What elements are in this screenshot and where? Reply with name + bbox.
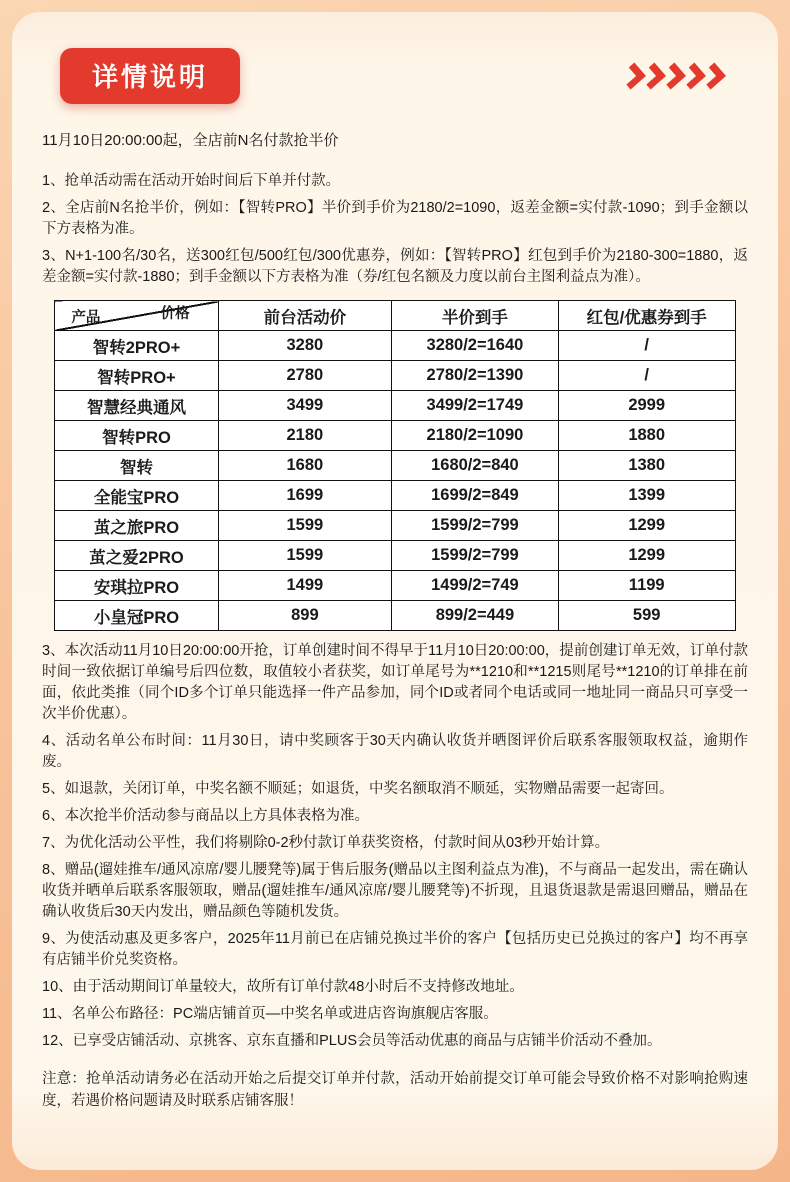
price-cell: 1599 (218, 541, 391, 571)
product-cell: 茧之旅PRO (55, 511, 218, 541)
rules-bottom (42, 641, 748, 1052)
detail-card (12, 12, 778, 1170)
rule-top-1: 1、抢单活动需在活动开始时间后下单并付款。 (42, 173, 341, 189)
header (42, 48, 748, 104)
rule-bottom-9: 9、为使活动惠及更多客户，2025年11月前已在店铺兑换过半价的客户【包括历史已兑换过的客户】均不再享有店铺半价兑奖资格。 (42, 931, 748, 968)
product-cell: 小皇冠PRO (55, 601, 218, 631)
half-price-cell: 3499/2=1749 (392, 391, 559, 421)
rule-bottom-12: 12、已享受店铺活动、京挑客、京东直播和PLUS会员等活动优惠的商品与店铺半价活动不叠加。 (42, 1033, 662, 1049)
coupon-cell: / (558, 331, 735, 361)
notice-text: 注意：抢单活动请务必在活动开始之后提交订单并付款，活动开始前提交订单可能会导致价格不对影响抢购速度，若遇价格问题请及时联系店铺客服！ (42, 1071, 748, 1109)
product-cell: 智转 (55, 451, 218, 481)
half-price-cell: 1499/2=749 (392, 571, 559, 601)
product-cell: 智转PRO+ (55, 361, 218, 391)
half-price-cell: 2780/2=1390 (392, 361, 559, 391)
coupon-cell: 1299 (558, 541, 735, 571)
product-cell: 智慧经典通风 (55, 391, 218, 421)
price-cell: 899 (218, 601, 391, 631)
page-title: 详情说明 (92, 62, 209, 92)
table-row (55, 451, 735, 481)
product-cell: 全能宝PRO (55, 481, 218, 511)
col-header-activity-price: 前台活动价 (218, 301, 391, 331)
coupon-cell: 2999 (558, 391, 735, 421)
price-cell: 1599 (218, 511, 391, 541)
half-price-cell: 899/2=449 (392, 601, 559, 631)
table-row (55, 361, 735, 391)
title-badge (60, 48, 240, 104)
rule-bottom-3: 3、本次活动11月10日20:00:00开抢，订单创建时间不得早于11月10日20:00:00，提前创建订单无效，订单付款时间一致依据订单编号后四位数，取值较小者获奖，如订单尾号为**1210和**1215则尾号**1210的订单排在前面，依此类推（同个ID多个订单只能选择一件产品参加，同个ID或者同个电话或同一地址同一商品只可享受一次半价优惠）。 (42, 643, 748, 722)
rule-bottom-10: 10、由于活动期间订单量较大，故所有订单付款48小时后不支持修改地址。 (42, 979, 524, 995)
corner-header-cell (55, 301, 218, 331)
coupon-cell: / (558, 361, 735, 391)
price-cell: 2180 (218, 421, 391, 451)
rule-bottom-6: 6、本次抢半价活动参与商品以上方具体表格为准。 (42, 808, 370, 824)
price-cell: 3280 (218, 331, 391, 361)
coupon-cell: 1380 (558, 451, 735, 481)
half-price-cell: 3280/2=1640 (392, 331, 559, 361)
price-cell: 2780 (218, 361, 391, 391)
rule-bottom-4: 4、活动名单公布时间：11月30日，请中奖顾客于30天内确认收货并晒图评价后联系客服领取权益，逾期作废。 (42, 733, 748, 770)
table-row (55, 601, 735, 631)
product-cell: 茧之爱2PRO (55, 541, 218, 571)
table-header-row (55, 301, 735, 331)
coupon-cell: 599 (558, 601, 735, 631)
product-cell: 安琪拉PRO (55, 571, 218, 601)
half-price-cell: 1680/2=840 (392, 451, 559, 481)
table-row (55, 481, 735, 511)
rules-top (42, 171, 748, 288)
half-price-cell: 2180/2=1090 (392, 421, 559, 451)
coupon-cell: 1399 (558, 481, 735, 511)
coupon-cell: 1199 (558, 571, 735, 601)
intro-line: 11月10日20:00:00起，全店前N名付款抢半价 (42, 132, 339, 149)
table-row (55, 541, 735, 571)
half-price-cell: 1699/2=849 (392, 481, 559, 511)
half-price-cell: 1599/2=799 (392, 541, 559, 571)
table-row (55, 571, 735, 601)
half-price-cell: 1599/2=799 (392, 511, 559, 541)
price-cell: 3499 (218, 391, 391, 421)
product-cell: 智转PRO (55, 421, 218, 451)
rule-bottom-5: 5、如退款，关闭订单，中奖名额不顺延；如退货，中奖名额取消不顺延，实物赠品需要一起寄回。 (42, 781, 674, 797)
price-cell: 1499 (218, 571, 391, 601)
rule-bottom-7: 7、为优化活动公平性，我们将剔除0-2秒付款订单获奖资格，付款时间从03秒开始计算。 (42, 835, 610, 851)
chevron-right-x5-icon (624, 62, 736, 90)
table-row (55, 421, 735, 451)
rule-top-2: 2、全店前N名抢半价，例如：【智转PRO】半价到手价为2180/2=1090，返差金额=实付款-1090；到手金额以下方表格为准。 (42, 200, 748, 237)
coupon-cell: 1880 (558, 421, 735, 451)
table-row (55, 511, 735, 541)
col-header-coupon-price: 红包/优惠券到手 (558, 301, 735, 331)
price-cell: 1680 (218, 451, 391, 481)
product-cell: 智转2PRO+ (55, 331, 218, 361)
corner-label-product: 产品 (71, 310, 101, 326)
price-table (54, 300, 735, 631)
corner-label-price: 价格 (160, 306, 190, 322)
rule-bottom-8: 8、赠品(遛娃推车/通风凉席/婴儿腰凳等)属于售后服务(赠品以主图利益点为准)，不与商品一起发出，需在确认收货并晒单后联系客服领取，赠品(遛娃推车/通风凉席/婴儿腰凳等)不折现，且退货退款是需退回赠品，赠品在确认收货后30天内发出，赠品颜色等随机发货。 (42, 862, 748, 920)
price-cell: 1699 (218, 481, 391, 511)
table-row (55, 331, 735, 361)
coupon-cell: 1299 (558, 511, 735, 541)
table-row (55, 391, 735, 421)
rule-bottom-11: 11、名单公布路径：PC端店铺首页—中奖名单或进店咨询旗舰店客服。 (42, 1006, 498, 1022)
col-header-half-price: 半价到手 (392, 301, 559, 331)
rule-top-3: 3、N+1-100名/30名，送300红包/500红包/300优惠券，例如：【智转PRO】红包到手价为2180-300=1880，返差金额=实付款-1880；到手金额以下方表格为准（券/红包名额及力度以前台主图利益点为准）。 (42, 248, 748, 285)
